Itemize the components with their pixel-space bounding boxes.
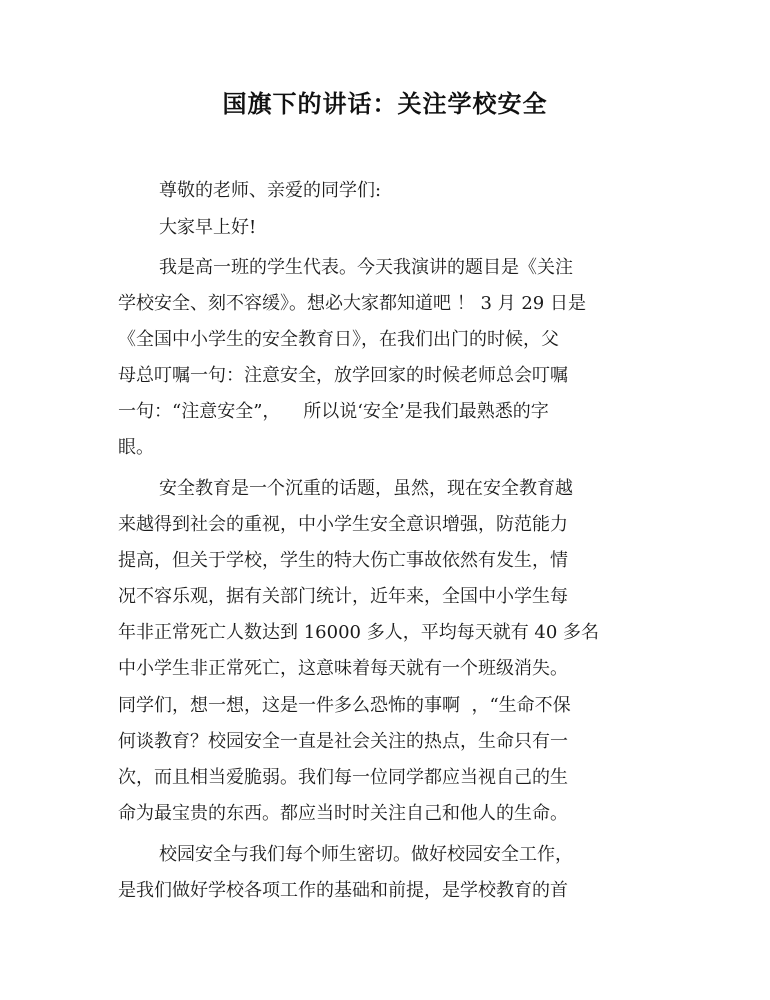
paragraph-3-line-2: 是我们做好学校各项工作的基础和前提，是学校教育的首 <box>118 880 568 901</box>
paragraph-1-line-6: 眼。 <box>118 437 154 458</box>
paragraph-2-line-9: 次，而且相当爱脆弱。我们每一位同学都应当视自己的生 <box>118 767 568 788</box>
paragraph-2-line-2: 来越得到社会的重视，中小学生安全意识增强，防范能力 <box>118 514 568 535</box>
paragraph-2-line-3: 提高，但关于学校，学生的特大伤亡事故依然有发生，情 <box>118 550 568 571</box>
paragraph-1-line-2: 学校安全、刻不容缓》。想必大家都知道吧 ！ 3 月 29 日是 <box>118 293 586 314</box>
paragraph-2-line-10: 命为最宝贵的东西。都应当时时关注自己和他人的生命。 <box>118 803 568 824</box>
paragraph-2-line-1: 安全教育是一个沉重的话题，虽然，现在安全教育越 <box>159 478 573 499</box>
salutation-line: 尊敬的老师、亲爱的同学们: <box>159 180 382 201</box>
paragraph-2-line-6: 中小学生非正常死亡，这意味着每天就有一个班级消失。 <box>118 658 568 679</box>
paragraph-2-line-7: 同学们，想一想，这是一件多么恐怖的事啊 ，“生命不保 <box>118 695 571 716</box>
paragraph-2-line-4: 况不容乐观，据有关部门统计，近年来，全国中小学生每 <box>118 586 568 607</box>
document-title: 国旗下的讲话：关注学校安全 <box>222 90 548 118</box>
paragraph-1-line-4: 母总叮嘱一句：注意安全，放学回家的时候老师总会叮嘱 <box>118 365 568 386</box>
greeting-line: 大家早上好! <box>159 217 257 238</box>
paragraph-1-line-3: 《全国中小学生的安全教育日》，在我们出门的时候，父 <box>118 329 559 350</box>
paragraph-3-line-1: 校园安全与我们每个师生密切。做好校园安全工作， <box>159 844 573 865</box>
paragraph-1-line-5: 一句：“注意安全”， 所以说‘安全’是我们最熟悉的字 <box>118 401 549 422</box>
paragraph-2-line-8: 何谈教育？校园安全一直是社会关注的热点，生命只有一 <box>118 731 568 752</box>
paragraph-1-line-1: 我是高一班的学生代表。今天我演讲的题目是《关注 <box>159 257 573 278</box>
paragraph-2-line-5: 年非正常死亡人数达到 16000 多人，平均每天就有 40 多名 <box>118 622 600 643</box>
